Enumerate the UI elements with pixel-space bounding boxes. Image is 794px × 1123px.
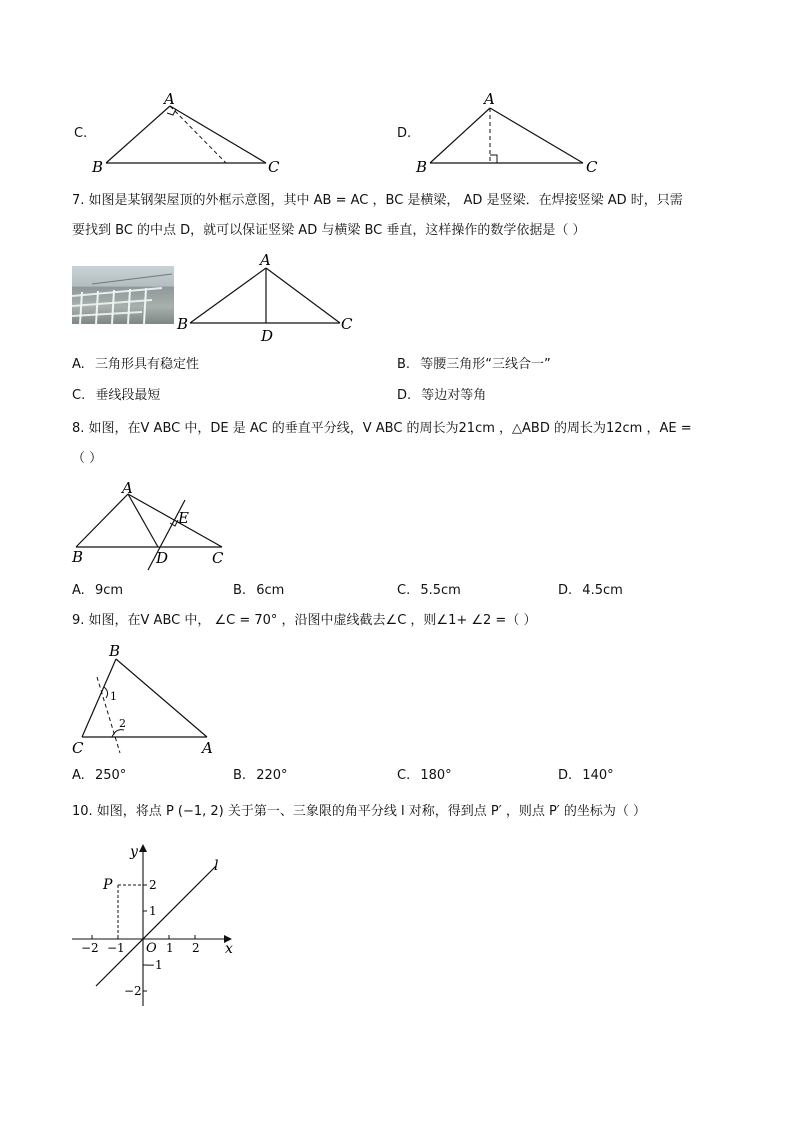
q10-label-origin: O (146, 941, 157, 956)
q8-option-c-text: 5.5cm (420, 583, 461, 598)
q10-label-xm2: −2 (81, 941, 99, 955)
q7-option-a-text: 三角形具有稳定性 (94, 357, 199, 372)
q7-label-b: B (177, 315, 189, 333)
q7-option-d-text: 等边对等角 (421, 388, 487, 403)
q10-label-y1: 1 (149, 904, 157, 918)
q9-stem-line1: 9. 如图，在V ABC 中， ∠C = 70° ，沿图中虚线截去∠C ，则∠1+ ∠2 =（ ） (72, 613, 537, 628)
q10-label-x: x (225, 941, 233, 957)
q6d-label-c: C (586, 158, 598, 176)
q7-option-d-key: D. (397, 388, 412, 403)
q8-option-a-key: A. (72, 583, 85, 598)
q6d-label-a: A (484, 90, 495, 108)
q7-label-c: C (341, 315, 353, 333)
q9-option-d-text: 140° (582, 768, 614, 783)
q8-option-b-text: 6cm (256, 583, 285, 598)
q9-label-angle-1: 1 (110, 690, 117, 703)
q10-stem-line1: 10. 如图，将点 P (−1, 2) 关于第一、三象限的角平分线 l 对称，得到点 P′ ，则点 P′ 的坐标为（ ） (72, 804, 647, 819)
q9-label-angle-2: 2 (119, 717, 126, 730)
q8-option-a-text: 9cm (94, 583, 124, 598)
q8-label-b: B (72, 548, 84, 566)
q8-option-b-key: B. (233, 583, 247, 598)
q10-label-xm1: −1 (107, 941, 125, 955)
q8-label-c: C (212, 549, 224, 567)
q8-label-e: E (178, 509, 189, 527)
q9-option-c-key: C. (397, 768, 411, 783)
q8-stem-line1: 8. 如图，在V ABC 中，DE 是 AC 的垂直平分线，V ABC 的周长为21cm ，△ABD 的周长为12cm ，AE = (72, 421, 692, 436)
q6d-label-b: B (416, 158, 428, 176)
q9-option-b-key: B. (233, 768, 247, 783)
q10-label-ym1: −1 (145, 958, 163, 972)
q7-label-a: A (260, 251, 271, 269)
q7-stem-line1: 7. 如图是某钢架屋顶的外框示意图，其中 AB = AC ，BC 是横梁， AD 是竖梁．在焊接竖梁 AD 时，只需 (72, 193, 683, 208)
q7-option-a-key: A. (72, 357, 85, 372)
q8-option-d-key: D. (558, 583, 573, 598)
q7-option-b-text: 等腰三角形“三线合一” (420, 357, 551, 372)
q8-option-d-text: 4.5cm (582, 583, 623, 598)
q9-option-c-text: 180° (420, 768, 452, 783)
q8-label-a: A (122, 479, 133, 497)
q9-option-a-text: 250° (94, 768, 127, 783)
q6-option-c-key: C. (74, 126, 88, 141)
q6c-label-a: A (164, 90, 175, 108)
q6-option-d-key: D. (397, 126, 412, 141)
q10-label-x1: 1 (166, 941, 174, 955)
q7-label-d: D (261, 327, 274, 345)
q7-option-b-key: B. (397, 357, 411, 372)
q6c-label-c: C (268, 158, 280, 176)
q10-label-p: P (103, 877, 113, 893)
q8-option-c-key: C. (397, 583, 411, 598)
q10-label-y: y (130, 844, 138, 860)
q10-label-ym2: −2 (124, 984, 142, 998)
q8-stem-line2: （ ） (72, 451, 103, 466)
q10-label-l: l (214, 858, 219, 874)
q6c-label-b: B (92, 158, 104, 176)
q9-option-d-key: D. (558, 768, 573, 783)
q7-stem-line2: 要找到 BC 的中点 D，就可以保证竖梁 AD 与横梁 BC 垂直，这样操作的数学依据是（ ） (72, 223, 586, 238)
q9-option-b-text: 220° (256, 768, 288, 783)
q7-option-c-key: C. (72, 388, 86, 403)
q9-label-b: B (109, 642, 121, 660)
q9-label-c: C (72, 739, 84, 757)
q10-label-y2: 2 (149, 878, 157, 892)
q9-label-a: A (202, 739, 213, 757)
q8-label-d: D (156, 549, 169, 567)
q7-option-c-text: 垂线段最短 (95, 388, 161, 403)
q10-y-axis-arrow (139, 844, 147, 852)
q9-option-a-key: A. (72, 768, 85, 783)
q10-label-x2: 2 (192, 941, 200, 955)
